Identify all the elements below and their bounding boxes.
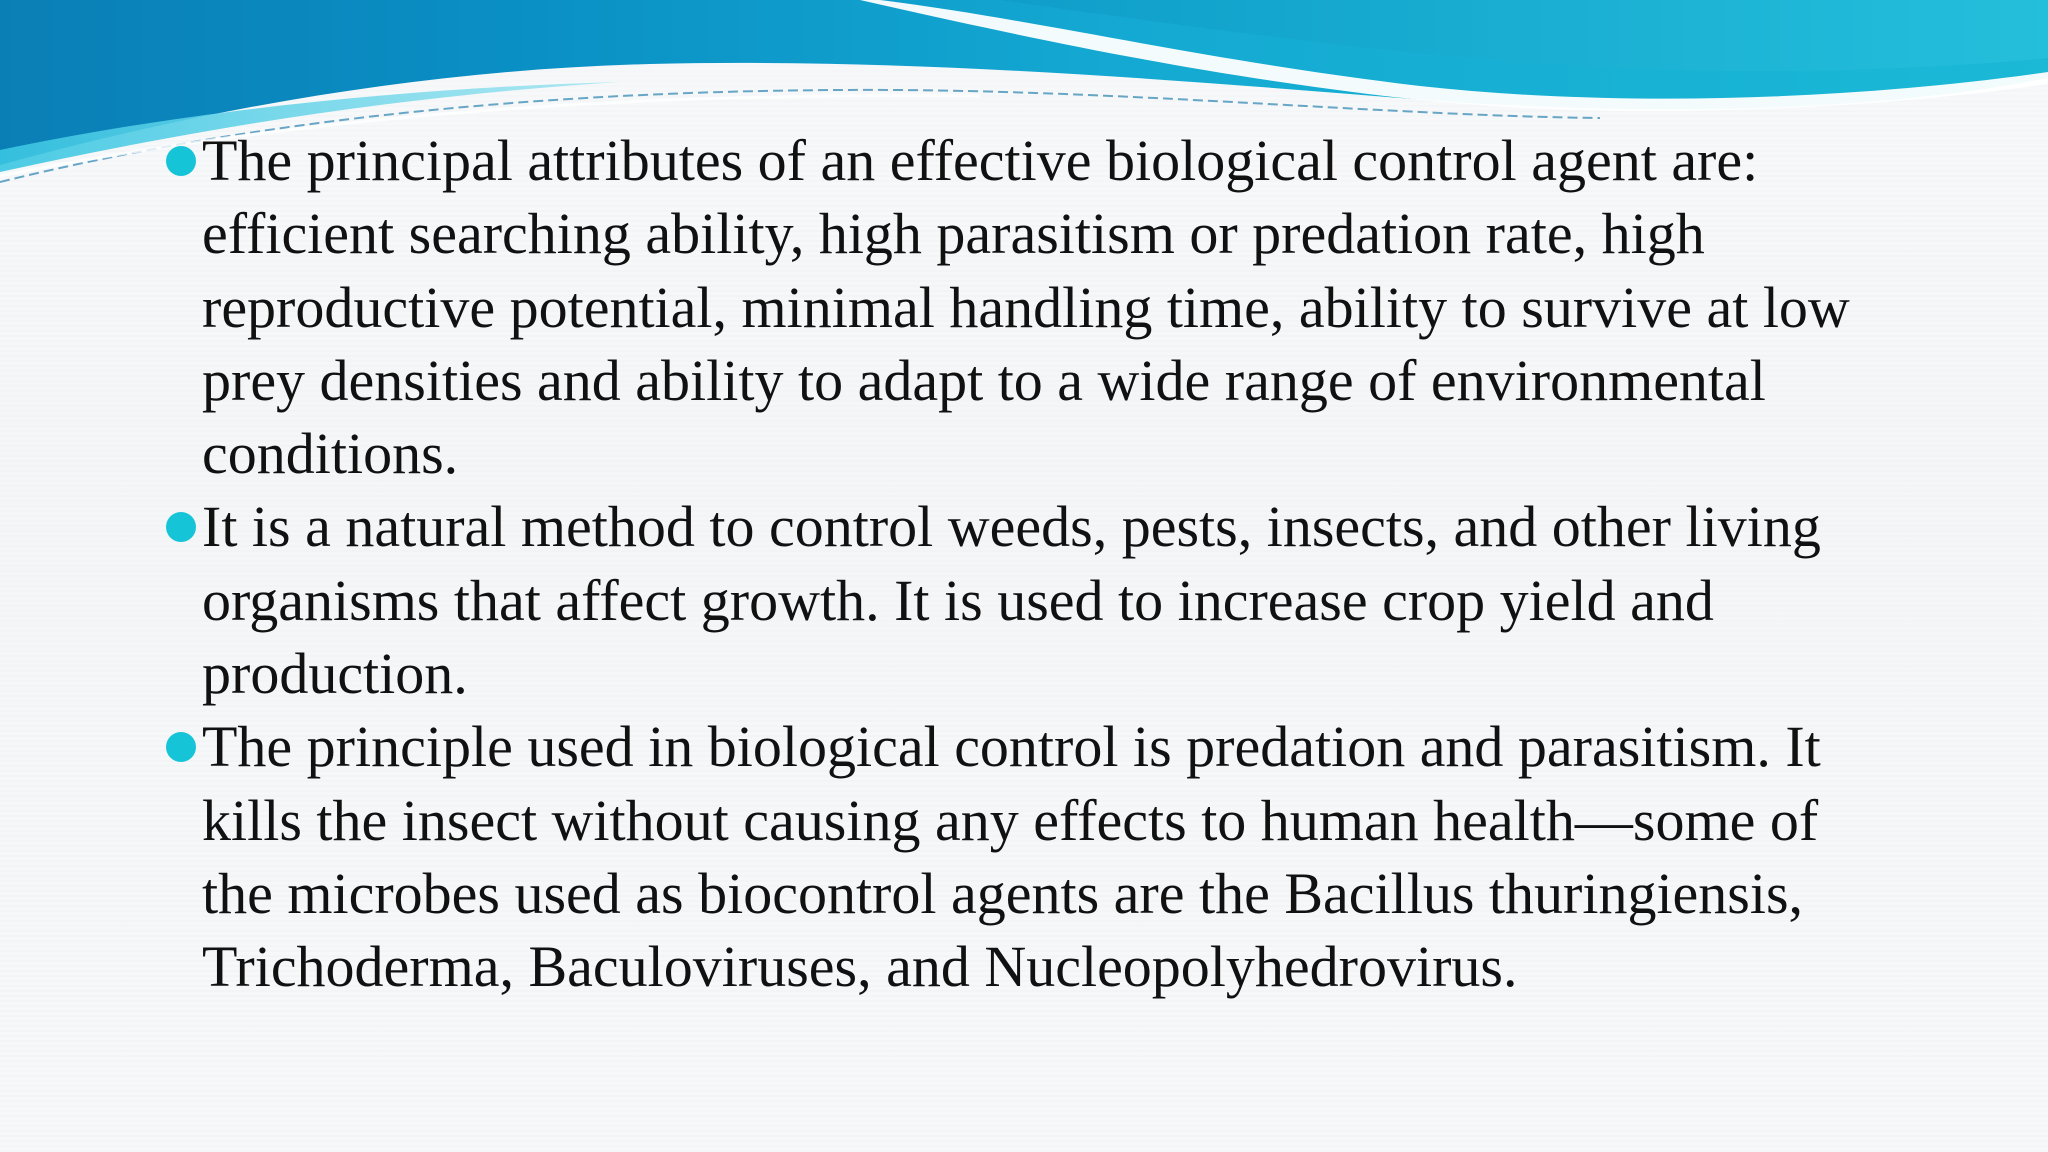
bullet-text: The principal attributes of an effective biological control agent are: efficient searching ability, high parasitism or predation rate, high reproductive potential, minimal handling time, ability to survive at low prey densities and ability to adapt to a wide range of environmental conditions. — [202, 128, 1850, 487]
filled-circle-bullet-icon — [166, 732, 196, 762]
slide-body — [160, 124, 1900, 1004]
filled-circle-bullet-icon — [166, 146, 196, 176]
bullet-text: It is a natural method to control weeds, pests, insects, and other living organisms that affect growth. It is used to increase crop yield and production. — [202, 494, 1821, 707]
filled-circle-bullet-icon — [166, 512, 196, 542]
bullet-item-2 — [160, 490, 1900, 710]
bullet-item-1 — [160, 124, 1900, 490]
bullet-text: The principle used in biological control is predation and parasitism. It kills the insect without causing any effects to human health—some of the microbes used as biocontrol agents are the Bacillus thuringiensis, Trichoderma, Baculoviruses, and Nucleopolyhedrovirus. — [202, 714, 1821, 1000]
bullet-item-3 — [160, 710, 1900, 1003]
bullet-list — [160, 124, 1900, 1004]
